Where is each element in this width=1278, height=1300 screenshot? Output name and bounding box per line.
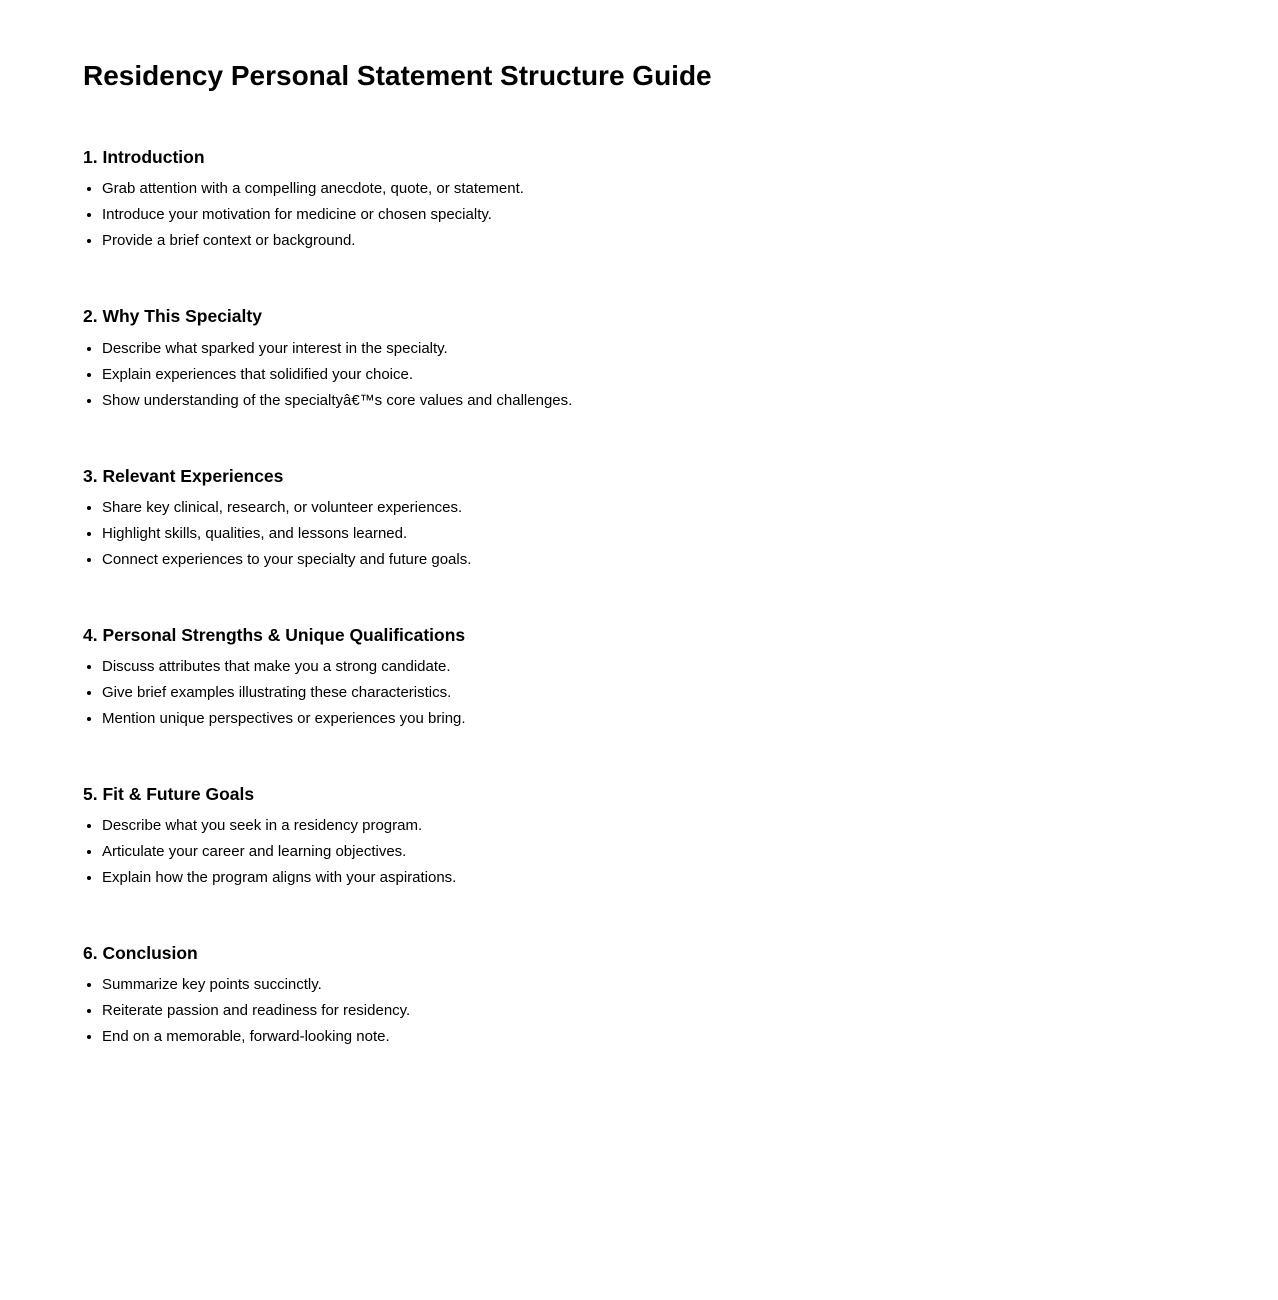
bullet-item: • Introduce your motivation for medicine or chosen specialty. bbox=[102, 206, 1195, 223]
bullet-list bbox=[83, 499, 1195, 568]
section-personal-strengths bbox=[83, 625, 1195, 727]
bullet-item: • Articulate your career and learning objectives. bbox=[102, 843, 1195, 860]
section-heading: 5. Fit & Future Goals bbox=[83, 783, 255, 804]
bullet-item: • Discuss attributes that make you a strong candidate. bbox=[102, 658, 1195, 675]
bullet-list bbox=[83, 817, 1195, 886]
bullet-item: • Summarize key points succinctly. bbox=[102, 976, 1195, 993]
bullet-item: • Connect experiences to your specialty and future goals. bbox=[102, 551, 1195, 568]
bullet-item: • Highlight skills, qualities, and lessons learned. bbox=[102, 525, 1195, 542]
section-fit-future-goals bbox=[83, 784, 1195, 886]
bullet-item: • Mention unique perspectives or experiences you bring. bbox=[102, 710, 1195, 727]
bullet-item: • Give brief examples illustrating these characteristics. bbox=[102, 684, 1195, 701]
bullet-item: • End on a memorable, forward-looking note. bbox=[102, 1028, 1195, 1045]
bullet-item: • Provide a brief context or background. bbox=[102, 232, 1195, 249]
bullet-item: • Explain experiences that solidified your choice. bbox=[102, 366, 1195, 383]
section-relevant-experiences bbox=[83, 466, 1195, 568]
bullet-list bbox=[83, 180, 1195, 249]
section-why-this-specialty bbox=[83, 306, 1195, 408]
section-heading: 1. Introduction bbox=[83, 147, 205, 168]
bullet-list bbox=[83, 340, 1195, 409]
section-heading: 6. Conclusion bbox=[83, 942, 198, 963]
bullet-item: • Reiterate passion and readiness for residency. bbox=[102, 1002, 1195, 1019]
bullet-item: • Share key clinical, research, or volunteer experiences. bbox=[102, 499, 1195, 516]
section-heading: 2. Why This Specialty bbox=[83, 306, 262, 327]
page-title: Residency Personal Statement Structure Guide bbox=[83, 60, 712, 91]
bullet-item: • Grab attention with a compelling anecdote, quote, or statement. bbox=[102, 180, 1195, 197]
bullet-item: • Explain how the program aligns with your aspirations. bbox=[102, 869, 1195, 886]
section-heading: 3. Relevant Experiences bbox=[83, 465, 284, 486]
section-introduction bbox=[83, 147, 1195, 249]
section-conclusion bbox=[83, 943, 1195, 1045]
section-heading: 4. Personal Strengths & Unique Qualifications bbox=[83, 624, 466, 645]
bullet-list bbox=[83, 976, 1195, 1045]
bullet-item: • Describe what you seek in a residency program. bbox=[102, 817, 1195, 834]
bullet-item: • Describe what sparked your interest in the specialty. bbox=[102, 340, 1195, 357]
bullet-item: • Show understanding of the specialtyâ€™s core values and challenges. bbox=[102, 392, 1195, 409]
bullet-list bbox=[83, 658, 1195, 727]
